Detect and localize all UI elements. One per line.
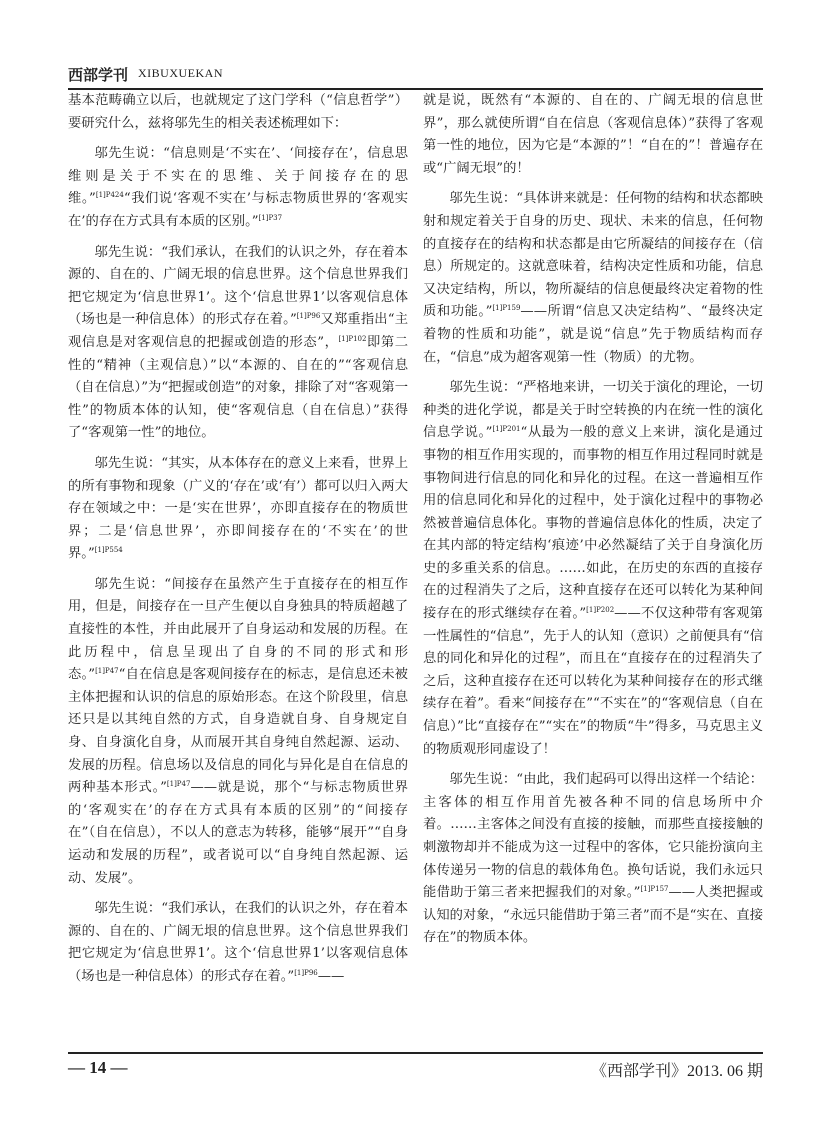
citation-ref: [1]P554 [94, 546, 123, 555]
paragraph [68, 898, 408, 988]
paragraph-text: ——所谓“信息又决定结构”、“最终决定着物的性质和功能”，就是说“信息”先于物质结构而存在，“信息”成为超客观第一性（物质）的尤物。 [423, 304, 763, 365]
issue-label: 《西部学刊》2013. 06 期 [590, 1063, 763, 1080]
paragraph [68, 242, 408, 445]
citation-ref: [1]P47 [95, 667, 119, 676]
paragraph-text: 邬先生说：“由此，我们起码可以得出这样一个结论：主客体的相互作用首先被各种不同的信息场所中介着。……主客体之间没有直接的接触，而那些直接接触的刺激物却并不能成为这一过程中的客体，它只能扮演向主体传递另一物的信息的载体角色。换句话说，我们永远只能借助于第三者来把握我们的对象。” [423, 772, 763, 901]
paragraph-text: “我们说‘客观不实在’与标志物质世界的‘客观实在’的存在方式具有本质的区别。” [68, 191, 408, 229]
citation-ref: [1]P159 [492, 304, 521, 313]
paragraph-text: 又郑重指出“主观信息是对客观信息的把握或创造的形态”， [68, 312, 408, 350]
paragraph [423, 769, 763, 950]
paragraph-text: 邬先生说：“其实，从本体存在的意义上来看，世界上的所有事物和现象（广义的‘存在’或‘有’）都可以归入两大存在领域之中：一是‘实在世界’，亦即直接存在的物质世界；二是‘信息世界’，亦即间接存在的‘不实在’的世界。” [68, 455, 408, 562]
paragraph-text: “从最为一般的意义上来讲，演化是通过事物的相互作用实现的，而事物的相互作用过程同时就是事物间进行信息的同化和异化的过程。在这一普遍相互作用的信息同化和异化的过程中，处于演化过程中的事物必然被普遍信息体化。事物的普遍信息体化的性质，决定了在其内部的特定结构‘痕迹’中必然凝结了关于自身演化历史的多重关系的信息。……如此，在历史的东西的直接存在的过程消失了之后，这种直接存在还可以转化为某种间接存在的形式继续存在着。” [423, 425, 763, 622]
paragraph-text: 邬先生说：“我们承认，在我们的认识之外，存在着本源的、自在的、广阔无垠的信息世界。这个信息世界我们把它规定为‘信息世界1’。这个‘信息世界1’以客观信息体（场也是一种信息体）的形式存在着。” [68, 244, 408, 328]
citation-ref: [1]P201 [492, 425, 521, 434]
paragraph-text: ——不仅这种带有客观第一性属性的“信息”，先于人的认知（意识）之前便具有“信息的同化和异化的过程”，而且在“直接存在的过程消失了之后，这种直接存在还可以转化为某种间接存在的形式继续存在着”。看来“间接存在”“不实在”的“客观信息（自在信息）”比“直接存在”“实在”的物质“牛”得多，马克思主义的物质观形同虚设了！ [423, 606, 763, 757]
paragraph-text: 基本范畴确立以后，也就规定了这门学科（“信息哲学”）要研究什么，兹将邬先生的相关表述梳理如下： [68, 93, 408, 131]
citation-ref: [1]P102 [338, 335, 367, 344]
paragraph-text: 邬先生说：“具体讲来就是：任何物的结构和状态都映射和规定着关于自身的历史、现状、未来的信息，任何物的直接存在的结构和状态都是由它所凝结的间接存在（信息）所规定的。这就意味着，结构决定性质和功能，信息又决定结构，所以，物所凝结的信息便最终决定着物的性质和功能。” [423, 191, 763, 320]
citation-ref: [1]P96 [294, 969, 318, 978]
paragraph-text: “自在信息是客观间接存在的标志，是信息还未被主体把握和认识的信息的原始形态。在这个阶段里，信息还只是以其纯自然的方式，自身造就自身、自身规定自身、自身演化自身，从而展开其自身纯自然起源、运动、发展的历程。信息场以及信息的同化与异化是自在信息的两种基本形式。” [68, 667, 408, 796]
right-column [423, 90, 763, 1045]
running-header [68, 62, 763, 90]
citation-ref: [1]P202 [586, 606, 615, 615]
footer-rule [68, 1052, 763, 1054]
citation-ref: [1]P157 [640, 885, 669, 894]
citation-ref: [1]P37 [258, 214, 283, 223]
journal-latin-name: XIBUXUEKAN [138, 66, 223, 80]
paragraph [423, 90, 763, 180]
paragraph-text: 邬先生说：“信息则是‘不实在’、‘间接存在’，信息思维则是关于不实在的思维、关于间接存在的思维。” [68, 146, 408, 207]
paragraph [68, 453, 408, 566]
paragraph-text: 邬先生说：“我们承认，在我们的认识之外，存在着本源的、自在的、广阔无垠的信息世界。这个信息世界我们把它规定为‘信息世界1’。这个‘信息世界1’以客观信息体（场也是一种信息体）的形式存在着。” [68, 901, 408, 984]
paragraph-text: 邬先生说：“严格地来讲，一切关于演化的理论，一切种类的进化学说，都是关于时空转换的内在统一性的演化信息学说。” [423, 380, 763, 441]
paragraph [68, 90, 408, 135]
paragraph-text: —— [317, 968, 345, 984]
citation-ref: [1]P47 [166, 780, 191, 789]
paragraph-text: 就是说，既然有“本源的、自在的、广阔无垠的信息世界”，那么就使所谓“自在信息（客观信息体）”获得了客观第一性的地位，因为它是“本源的”！“自在的”！普遍存在或“广阔无垠”的！ [423, 93, 763, 176]
paragraph [68, 574, 408, 890]
paragraph [68, 143, 408, 233]
paragraph-text: 邬先生说：“间接存在虽然产生于直接存在的相互作用，但是，间接存在一旦产生便以自身独具的特质超越了直接性的本性，并由此展开了自身运动和发展的历程。在此历程中，信息呈现出了自身的不同的形式和形态。” [68, 576, 408, 683]
left-column [68, 90, 408, 1045]
citation-ref: [1]P424 [95, 191, 124, 200]
paragraph [423, 377, 763, 761]
journal-name: 西部学刊 [68, 66, 129, 84]
paragraph [423, 188, 763, 369]
paragraph-text: 即第二性的“精神（主观信息）”以“本源的、自在的”“客观信息（自在信息）”为“把握或创造”的对象，排除了对“客观第一性”的物质本体的认知，使“客观信息（自在信息）”获得了“客观第一性”的地位。 [68, 334, 408, 441]
page-number: — 14 — [68, 1058, 128, 1077]
paragraph-text: ——就是说，那个“与标志物质世界的‘客观实在’的存在方式具有本质的区别”的“间接存在”（自在信息），不以人的意志为转移，能够“展开”“自身运动和发展的历程”，或者说可以“自身纯自然起源、运动、发展”。 [68, 780, 408, 886]
citation-ref: [1]P96 [296, 312, 321, 321]
paragraph-text: ——人类把握或认知的对象，“永远只能借助于第三者”而不是“实在、直接存在”的物质本体。 [423, 885, 763, 946]
